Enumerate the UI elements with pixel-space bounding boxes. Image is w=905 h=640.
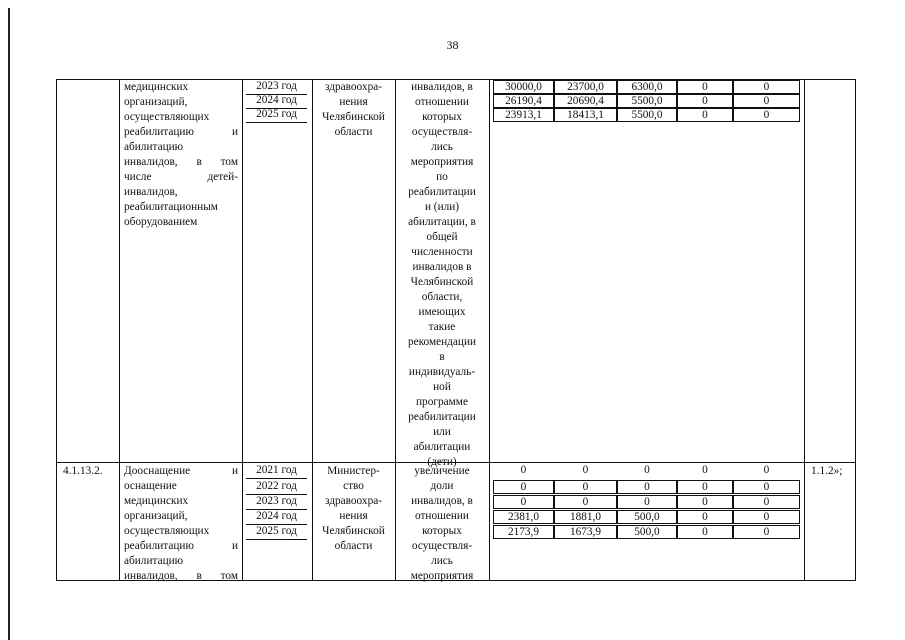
value-cell: 23913,1 (493, 108, 554, 122)
value-cell: 1673,9 (554, 525, 617, 539)
value-cell: 26190,4 (493, 94, 554, 108)
value-cell: 20690,4 (554, 94, 617, 108)
value-cell: 0 (733, 495, 800, 509)
reference-cell: 1.1.2»; (811, 465, 843, 477)
scan-edge (8, 8, 10, 640)
value-cell: 2173,9 (493, 525, 554, 539)
value-cell: 500,0 (617, 525, 677, 539)
block2-indicator: увеличение доли инвалидов, в отношении которых осуществля- лись мероприятия (410, 465, 474, 582)
value-cell: 5500,0 (617, 108, 677, 122)
year-cell: 2025 год (246, 108, 307, 123)
value-cell: 5500,0 (617, 94, 677, 108)
program-table (56, 79, 856, 581)
value-cell: 0 (677, 480, 733, 494)
value-cell: 0 (733, 480, 800, 494)
col-separator (119, 80, 120, 580)
value-cell: 0 (733, 94, 800, 108)
value-cell: 0 (733, 108, 800, 122)
block1-indicator: инвалидов, в отношении которых осуществля- лись мероприятия по реабилитации и (или) абилитации, в общей численности инвалидов в Челябинской области, имеющих такие рекомендации в индивидуаль- ной программе реабилитации или абилитации (дети) (407, 81, 477, 468)
value-cell: 30000,0 (493, 80, 554, 94)
value-cell: 0 (617, 480, 677, 494)
value-cell: 500,0 (617, 510, 677, 524)
year-cell: 2021 год (246, 464, 307, 479)
value-cell: 0 (644, 464, 650, 476)
col-separator (242, 80, 243, 580)
item-number: 4.1.13.2. (63, 465, 103, 477)
year-cell: 2022 год (246, 480, 307, 495)
value-cell: 0 (733, 80, 800, 94)
value-cell: 1881,0 (554, 510, 617, 524)
block1-executor: здравоохра- нения Челябинской области (322, 81, 385, 138)
value-cell: 0 (554, 495, 617, 509)
col-separator (804, 80, 805, 580)
value-cell: 0 (493, 495, 554, 509)
value-cell: 0 (677, 495, 733, 509)
page-number: 38 (446, 38, 459, 52)
value-cell: 0 (733, 510, 800, 524)
year-cell: 2024 год (246, 94, 307, 109)
year-cell: 2023 год (246, 495, 307, 510)
value-cell: 0 (554, 480, 617, 494)
value-cell: 0 (702, 464, 708, 476)
value-cell: 0 (677, 94, 733, 108)
year-cell: 2024 год (246, 510, 307, 525)
value-cell: 6300,0 (617, 80, 677, 94)
value-cell: 18413,1 (554, 108, 617, 122)
col-separator (489, 80, 490, 580)
value-cell: 0 (733, 525, 800, 539)
value-cell: 0 (617, 495, 677, 509)
value-cell: 0 (677, 525, 733, 539)
value-cell: 0 (677, 108, 733, 122)
year-cell: 2023 год (246, 80, 307, 95)
value-cell: 0 (677, 510, 733, 524)
value-cell: 0 (493, 480, 554, 494)
value-cell: 0 (520, 464, 527, 476)
value-cell: 0 (677, 80, 733, 94)
value-cell: 0 (582, 464, 589, 476)
value-cell: 0 (763, 464, 770, 476)
value-cell: 2381,0 (493, 510, 554, 524)
block2-executor: Министер- ство здравоохра- нения Челябинской области (322, 465, 385, 552)
block2-name: Дооснащение и оснащение медицинских организаций, осуществляющих реабилитацию и абилитацию инвалидов, в том (124, 465, 238, 582)
block1-name: медицинских организаций, осуществляющих реабилитацию и абилитацию инвалидов, в том числе детей- инвалидов, реабилитационным оборудованием (124, 81, 238, 228)
year-cell: 2025 год (246, 525, 307, 540)
value-cell: 23700,0 (554, 80, 617, 94)
